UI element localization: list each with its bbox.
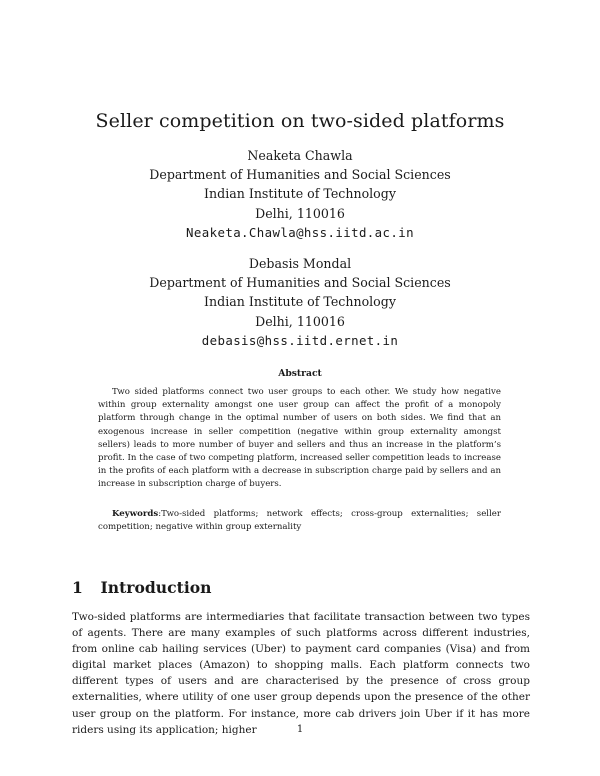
- page-number: 1: [296, 724, 304, 735]
- keywords-paragraph: [98, 508, 501, 534]
- author-institution: Indian Institute of Technology: [204, 186, 396, 202]
- author-institution: Indian Institute of Technology: [204, 294, 396, 310]
- author-email[interactable]: Neaketa.Chawla@hss.iitd.ac.in: [186, 224, 414, 240]
- abstract-text: Two sided platforms connect two user groups to each other. We study how negative within group externality amongst one user group can affect the profit of a monopoly platform through change in the optimal number of users on both sides. We find that an exogenous increase in seller competition (negative within group externality amongst sellers) leads to more number of buyer and sellers and thus an increase in the platform’s profit. In the case of two competing platform, increased seller competition leads to increase in the profits of each platform with a decrease in subscription charge paid by sellers and an increase in subscription charge of buyers.: [98, 387, 501, 490]
- author-city: Delhi, 110016: [255, 313, 345, 329]
- author-city: Delhi, 110016: [255, 205, 345, 221]
- section-heading: [72, 578, 212, 597]
- abstract-heading: Abstract: [278, 368, 322, 379]
- author-block-2: [0, 254, 600, 350]
- author-name: Neaketa Chawla: [247, 148, 353, 163]
- paper-title: Seller competition on two-sided platforms: [95, 110, 505, 132]
- author-name: Debasis Mondal: [248, 256, 352, 271]
- section-body-text: Two-sided platforms are intermediaries that facilitate transaction between two types of agents. There are many examples of such platforms across different industries, from online cab hailing services (Uber) to payment card companies (Visa) and from digital market places (Amazon) to shopping malls. Each platform connects two different types of users and are characterised by the presence of cross group externalities, where utility of one user group depends upon the presence of the other user group on the platform. For instance, more cab drivers join Uber if it has more riders using its application; higher: [72, 611, 530, 736]
- section-title: Introduction: [100, 578, 212, 597]
- author-department: Department of Humanities and Social Sciences: [149, 167, 451, 183]
- keywords-label: Keywords: [112, 509, 159, 519]
- section-number: 1: [72, 578, 83, 597]
- author-block-1: [0, 146, 600, 242]
- author-email[interactable]: debasis@hss.iitd.ernet.in: [201, 332, 399, 348]
- keywords-text: :Two-sided platforms; network effects; cross-group externalities; seller competition; negative within group externality: [98, 509, 501, 533]
- author-department: Department of Humanities and Social Sciences: [149, 275, 451, 291]
